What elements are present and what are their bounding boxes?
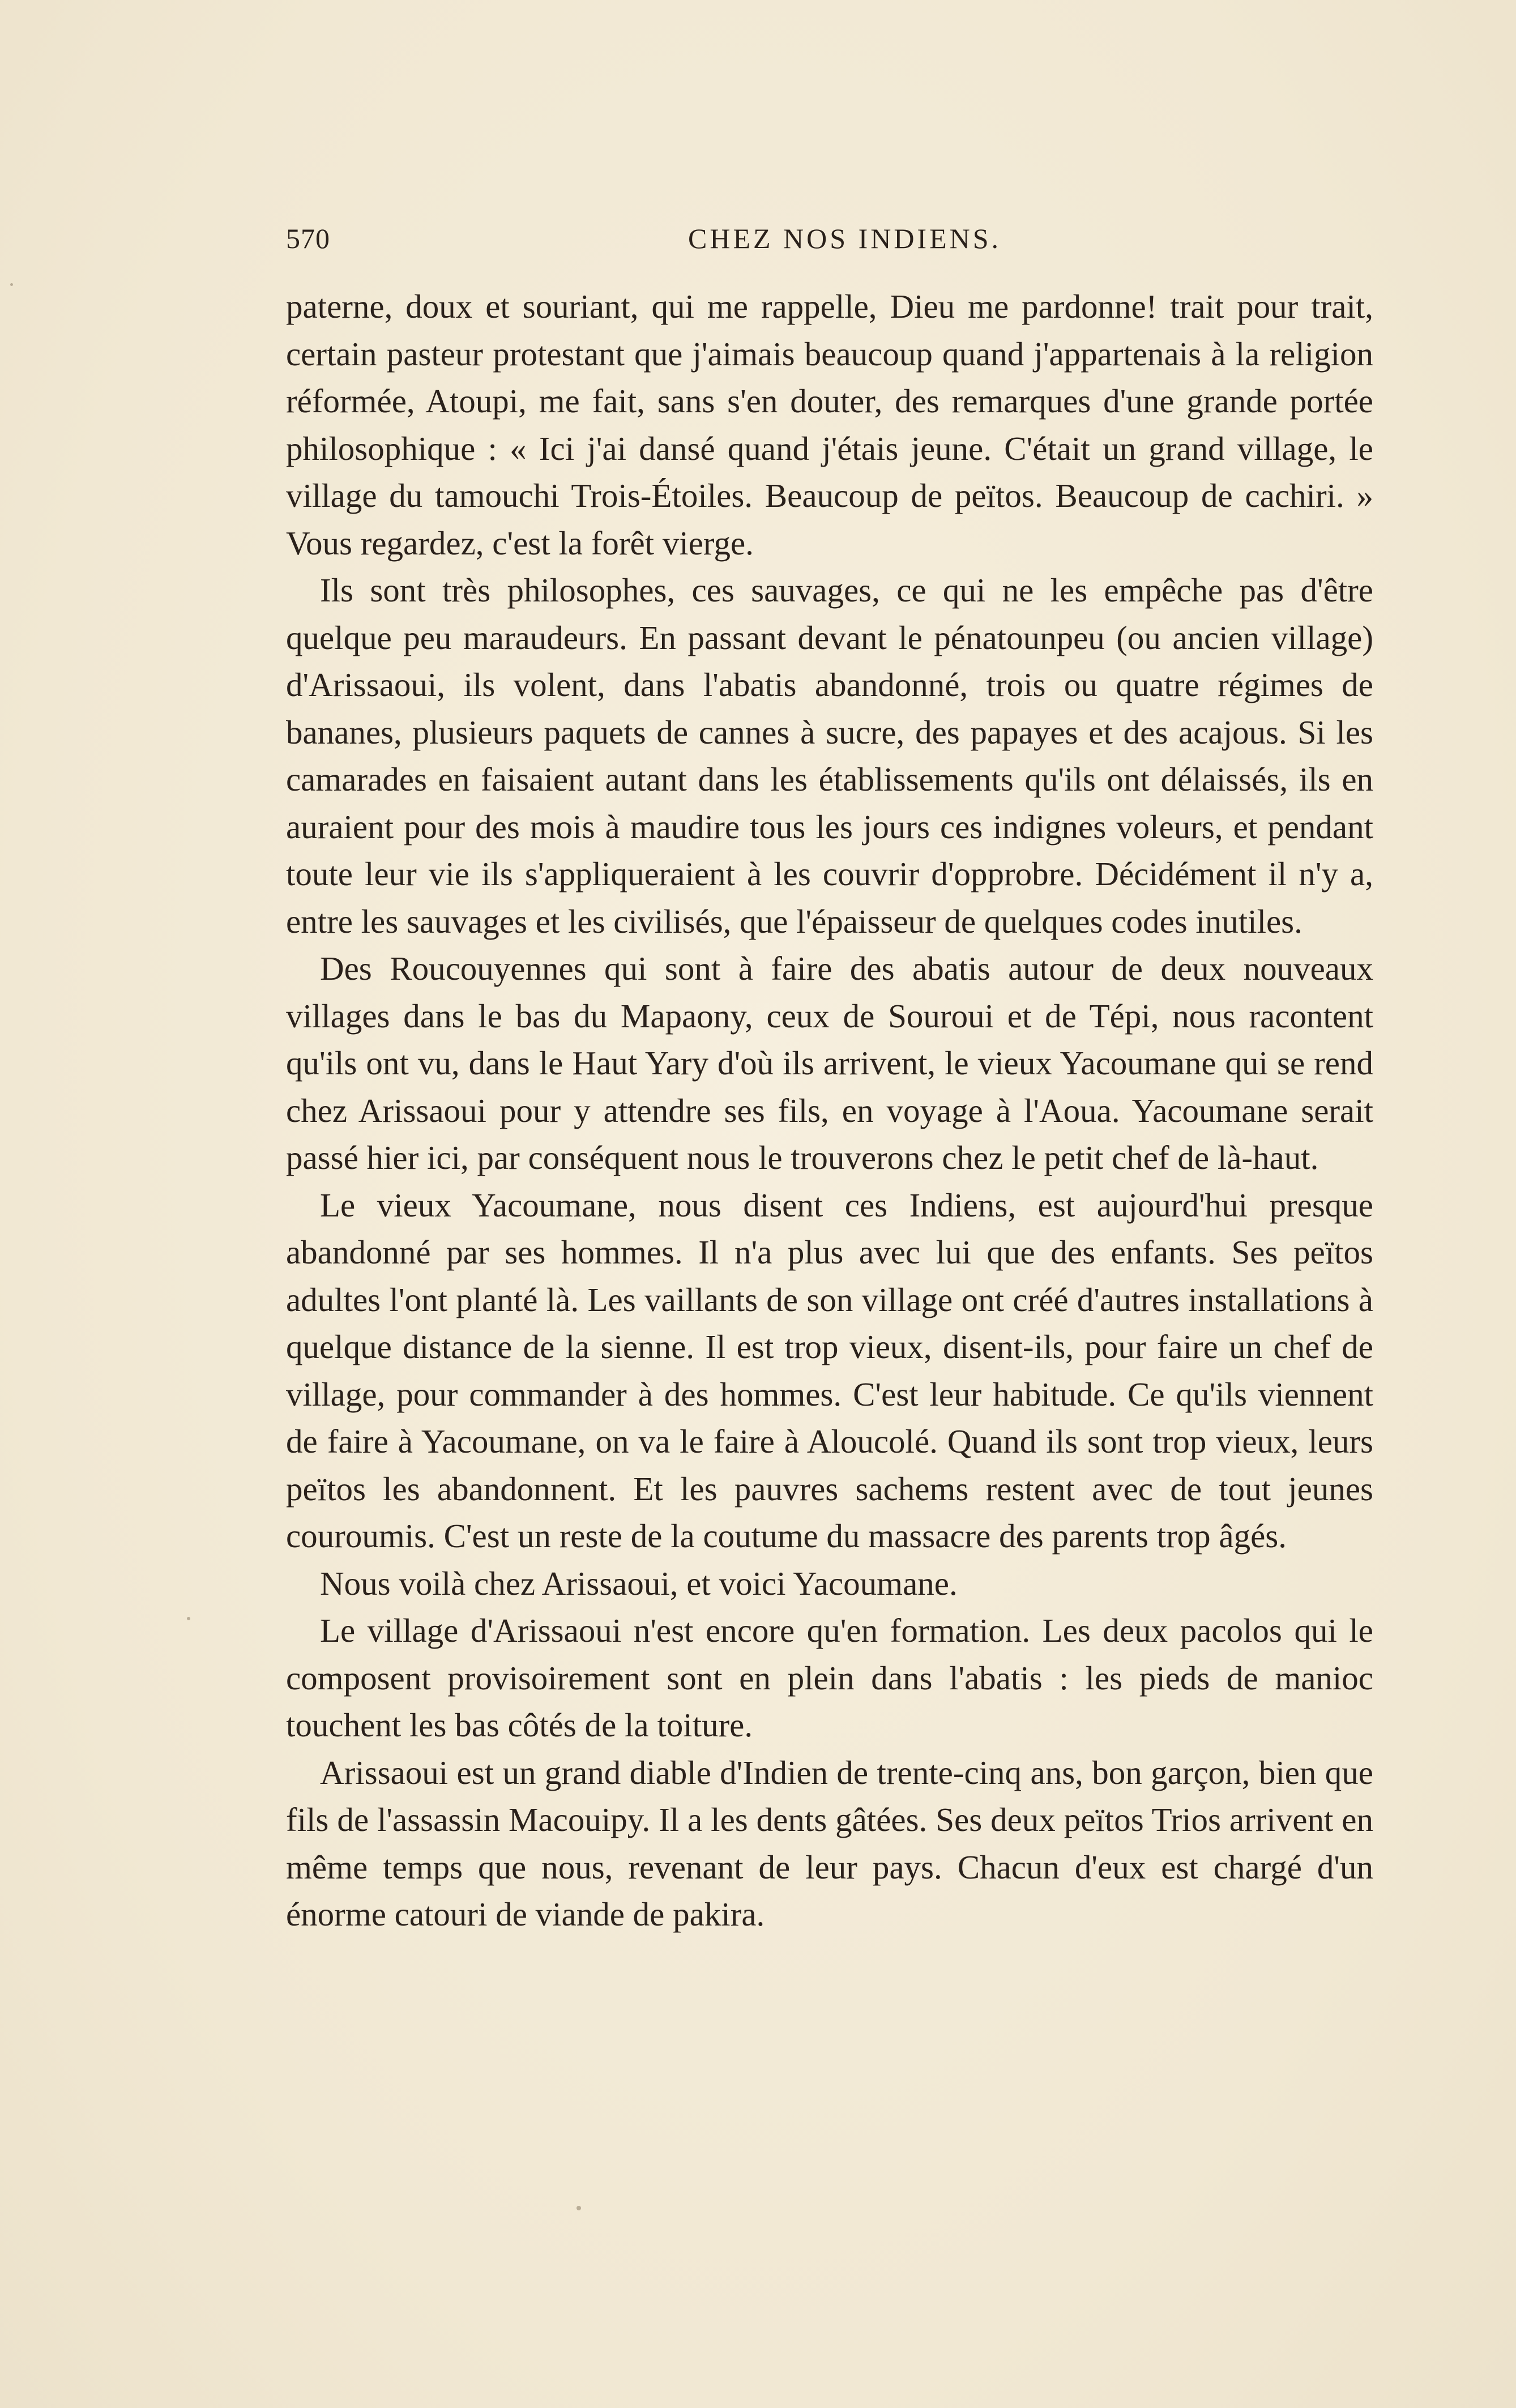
paragraph-2: Ils sont très philosophes, ces sauvages, ce qui ne les empêche pas d'être quelque peu maraudeurs. En passant devant le pénatounpeu (ou ancien village) d'Arissaoui, ils volent, dans l'abatis abandonné, trois ou quatre régimes de bananes, plusieurs paquets de cannes à sucre, des papayes et des acajous. Si les camarades en faisaient autant dans les établissements qu'ils ont délaissés, ils en auraient pour des mois à maudire tous les jours ces indignes voleurs, et pendant toute leur vie ils s'appliqueraient à les couvrir d'opprobre. Décidément il n'y a, entre les sauvages et les civilisés, que l'épaisseur de quelques codes inutiles. [286,571,1373,940]
paper-speck [187,1617,190,1620]
paper-speck [10,283,13,286]
paragraph-1: paterne, doux et souriant, qui me rappelle, Dieu me pardonne! trait pour trait, certain pasteur protestant que j'aimais beaucoup quand j'appartenais à la religion réformée, Atoupi, me fait, sans s'en douter, des remarques d'une grande portée philosophique : « Ici j'ai dansé quand j'étais jeune. C'était un grand village, le village du tamouchi Trois-Étoiles. Beaucoup de peïtos. Beaucoup de cachiri. » Vous regardez, c'est la forêt vierge. [286,288,1373,562]
paper-speck [576,2206,581,2210]
paragraph-4: Le vieux Yacoumane, nous disent ces Indiens, est aujourd'hui presque abandonné par ses hommes. Il n'a plus avec lui que des enfants. Ses peïtos adultes l'ont planté là. Les vaillants de son village ont créé d'autres installations à quelque distance de la sienne. Il est trop vieux, disent-ils, pour faire un chef de village, pour commander à des hommes. C'est leur habitude. Ce qu'ils viennent de faire à Yacoumane, on va le faire à Aloucolé. Quand ils sont trop vieux, leurs peïtos les abandonnent. Et les pauvres sachems restent avec de tout jeunes couroumis. C'est un reste de la coutume du massacre des parents trop âgés. [286,1186,1373,1555]
paragraph-3: Des Roucouyennes qui sont à faire des abatis autour de deux nouveaux villages dans le bas du Mapaony, ceux de Souroui et de Tépi, nous racontent qu'ils ont vu, dans le Haut Yary d'où ils arrivent, le vieux Yacoumane qui se rend chez Arissaoui pour y attendre ses fils, en voyage à l'Aoua. Yacoumane serait passé hier ici, par conséquent nous le trouverons chez le petit chef de là-haut. [286,950,1373,1176]
running-head [286,222,1373,262]
running-title: CHEZ NOS INDIENS. [688,223,1002,254]
page-number: 570 [286,223,330,254]
paragraph-7: Arissaoui est un grand diable d'Indien de trente-cinq ans, bon garçon, bien que fils de l'assassin Macouipy. Il a les dents gâtées. Ses deux peïtos Trios arrivent en même temps que nous, revenant de leur pays. Chacun d'eux est chargé d'un énorme catouri de viande de pakira. [286,1753,1373,1933]
paragraph-5: Nous voilà chez Arissaoui, et voici Yacoumane. [320,1564,958,1602]
paragraph-6: Le village d'Arissaoui n'est encore qu'en formation. Les deux pacolos qui le composent provisoirement sont en plein dans l'abatis : les pieds de manioc touchent les bas côtés de la toiture. [286,1612,1373,1744]
body-text [286,283,1373,1939]
